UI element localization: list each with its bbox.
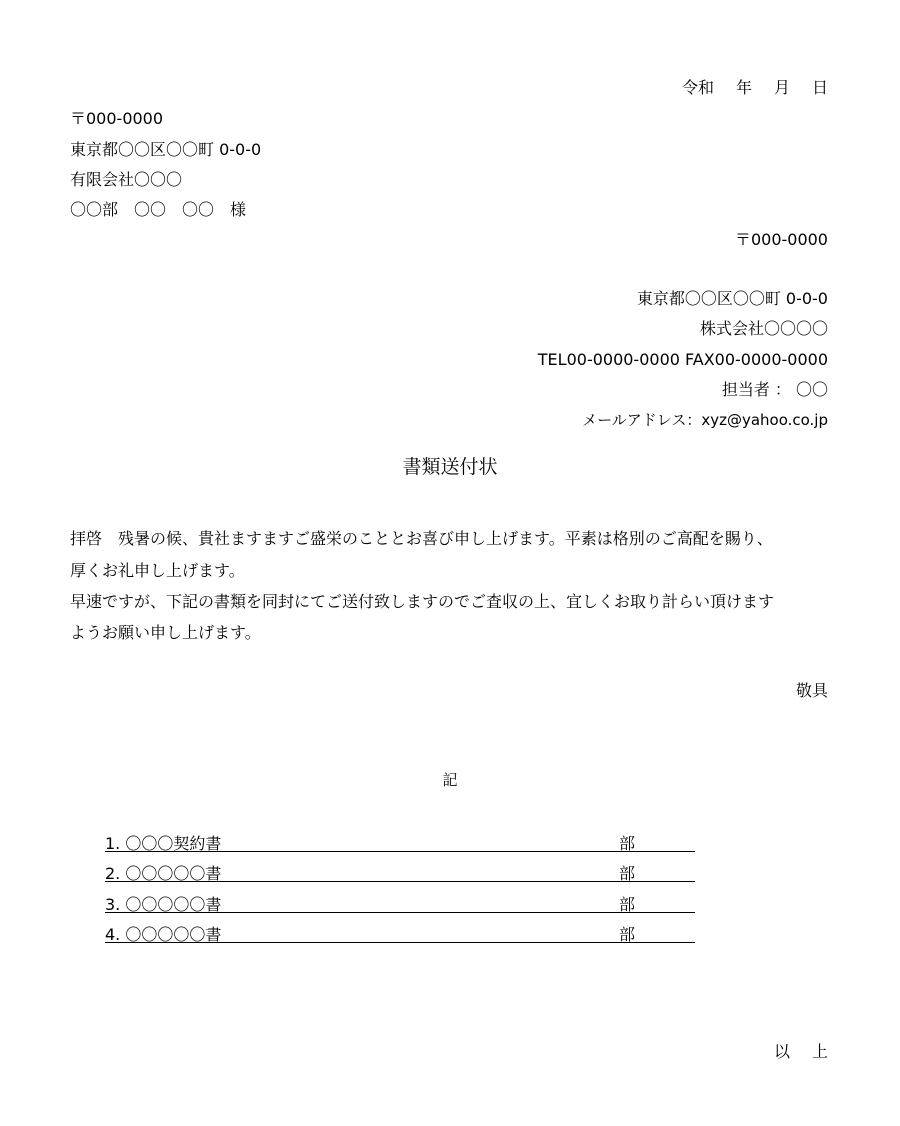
closing-keigu: 敬具 (795, 681, 828, 700)
list-item (105, 920, 695, 943)
recipient-address: 東京都〇〇区〇〇町 0-0-0 (70, 140, 262, 159)
list-item (105, 890, 695, 913)
sender-address: 東京都〇〇区〇〇町 0-0-0 (636, 289, 828, 308)
ending-ijou: 以上 (773, 1042, 850, 1061)
body-line-3: 早速ですが、下記の書類を同封にてご送付致しますのでご査収の上、宜しくお取り計らい頂けます (70, 592, 775, 611)
body-line-2: 厚くお礼申し上げます。 (70, 561, 245, 580)
date-era: 令和 (681, 78, 714, 97)
sender-contact: 担当者 ： 〇〇 (721, 380, 828, 399)
item-unit: 部 (619, 864, 636, 883)
date-month: 月 (773, 78, 790, 97)
date-line (682, 80, 828, 96)
recipient-company: 有限会社〇〇〇 (70, 170, 183, 189)
item-unit: 部 (619, 834, 636, 853)
sender-company: 株式会社〇〇〇〇 (699, 319, 828, 338)
sender-email: メールアドレス：xyz@yahoo.co.jp (582, 411, 828, 429)
item-label: 4. 〇〇〇〇〇書 (105, 925, 222, 944)
item-label: 2. 〇〇〇〇〇書 (105, 864, 222, 883)
recipient-person: 〇〇部 〇〇 〇〇 様 (70, 200, 247, 219)
date-year: 年 (735, 78, 752, 97)
body-line-4: ようお願い申し上げます。 (70, 623, 261, 642)
date-day: 日 (811, 78, 828, 97)
list-item (105, 829, 695, 852)
item-unit: 部 (619, 925, 636, 944)
sender-phone-fax: TEL00-0000-0000 FAX00-0000-0000 (537, 350, 828, 369)
body-line-1: 拝啓 残暑の候、貴社ますますご盛栄のこととお喜び申し上げます。平素は格別のご高配を賜り、 (70, 529, 773, 548)
page-title: 書類送付状 (402, 456, 498, 478)
item-label: 3. 〇〇〇〇〇書 (105, 895, 222, 914)
ki-heading: 記 (442, 771, 458, 789)
item-label: 1. 〇〇〇契約書 (105, 834, 222, 853)
item-unit: 部 (619, 895, 636, 914)
list-item (105, 859, 695, 882)
sender-postal: 〒000-0000 (734, 230, 828, 249)
recipient-postal: 〒000-0000 (70, 109, 164, 128)
